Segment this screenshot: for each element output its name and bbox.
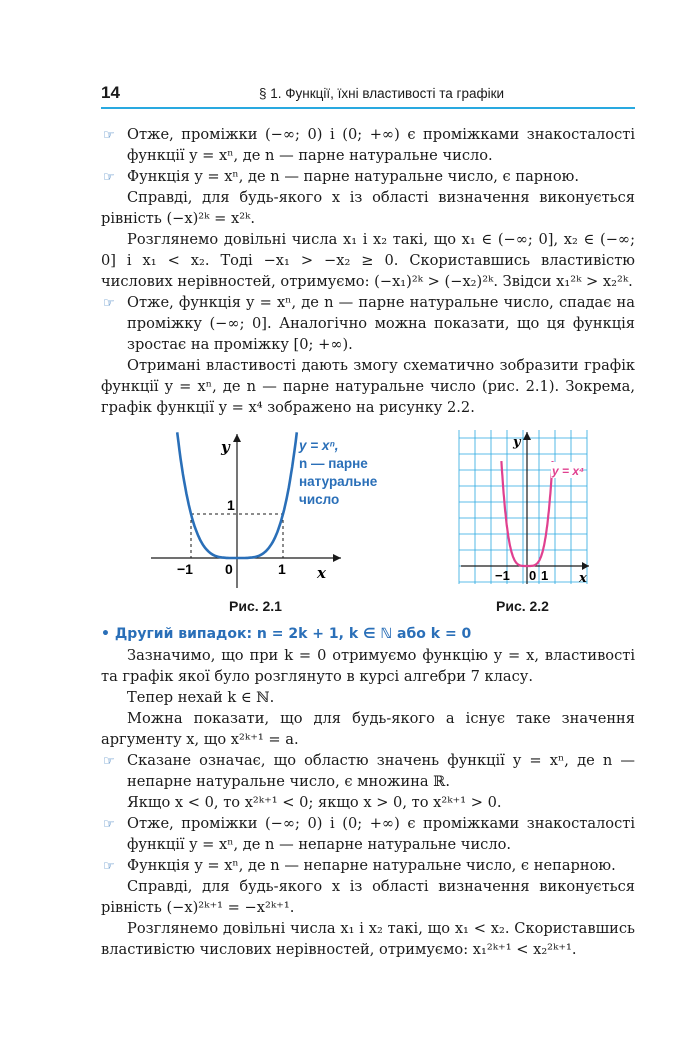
curve-legend bbox=[298, 438, 378, 507]
hand-pointer-icon: ☞ bbox=[103, 170, 115, 185]
tick-label: 1 bbox=[541, 568, 549, 583]
tick-label: 0 bbox=[529, 568, 537, 583]
paragraph: Отримані властивості дають змогу схематично зобразити графік функції y = xⁿ, де n — парне натуральне число (рис. 2.1). Зокрема, графік функції y = x⁴ зображено на рисунку 2.2. bbox=[101, 357, 635, 416]
paragraph: ☞ Отже, функція y = xⁿ, де n — парне натуральне число, спадає на проміжку (−∞; 0]. Аналогічно можна показати, що ця функція зростає на проміжку [0; +∞). bbox=[103, 294, 635, 353]
tick-label: 1 bbox=[278, 561, 286, 577]
hand-pointer-icon: ☞ bbox=[103, 859, 115, 874]
paragraph: Якщо x < 0, то x²ᵏ⁺¹ < 0; якщо x > 0, то x²ᵏ⁺¹ > 0. bbox=[127, 794, 502, 811]
legend-line: n — парне bbox=[299, 456, 368, 471]
figures bbox=[101, 428, 635, 618]
lower-text bbox=[101, 624, 635, 960]
y-axis-arrow bbox=[523, 432, 531, 440]
paragraph: ☞ Функція y = xⁿ, де n — непарне натуральне число, є непарною. bbox=[101, 855, 635, 876]
hand-pointer-icon: ☞ bbox=[103, 754, 115, 769]
y-axis-label: y bbox=[221, 438, 230, 456]
legend-line: натуральне bbox=[299, 474, 378, 489]
curve-legend: y = x⁴ bbox=[552, 464, 585, 478]
paragraph: Тепер нехай k ∈ ℕ. bbox=[127, 689, 275, 706]
paragraph: Розглянемо довільні числа x₁ і x₂ такі, що x₁ ∈ (−∞; 0], x₂ ∈ (−∞; 0] і x₁ < x₂. Тоді −x₁ > −x₂ ≥ 0. Скориставшись властивістю числових нерівностей, отримуємо: (−x₁)²ᵏ > (−x₂)²ᵏ. Звідси x₁²ᵏ > x₂²ᵏ. bbox=[101, 231, 635, 290]
paragraph: Справді, для будь-якого x із області визначення виконується рівність (−x)²ᵏ = x²ᵏ. bbox=[101, 189, 635, 227]
grid bbox=[459, 430, 587, 584]
paragraph: ☞ Сказане означає, що областю значень функції y = xⁿ, де n — непарне натуральне число, є множина ℝ. bbox=[103, 752, 635, 790]
figure-2-2 bbox=[453, 428, 593, 588]
paragraph: ☞ Отже, проміжки (−∞; 0) і (0; +∞) є проміжками знакосталості функції y = xⁿ, де n — непарне натуральне число. bbox=[103, 815, 635, 853]
paragraph: Розглянемо довільні числа x₁ і x₂ такі, що x₁ < x₂. Скориставшись властивістю числових нерівностей, отримуємо: x₁²ᵏ⁺¹ < x₂²ᵏ⁺¹. bbox=[101, 920, 635, 958]
tick-label: −1 bbox=[177, 561, 193, 577]
tick-label: −1 bbox=[495, 568, 510, 583]
figure-caption: Рис. 2.1 bbox=[229, 598, 282, 614]
x-axis-label: x bbox=[579, 571, 587, 586]
legend-line: y = xⁿ, bbox=[299, 438, 339, 453]
hand-pointer-icon: ☞ bbox=[103, 817, 115, 832]
paragraph: Справді, для будь-якого x із області визначення виконується рівність (−x)²ᵏ⁺¹ = −x²ᵏ⁺¹. bbox=[101, 878, 635, 916]
paragraph: ☞ Функція y = xⁿ, де n — парне натуральне число, є парною. bbox=[101, 166, 635, 187]
figure-caption: Рис. 2.2 bbox=[496, 598, 549, 614]
case-heading: • Другий випадок: n = 2k + 1, k ∈ ℕ або k = 0 bbox=[101, 626, 472, 642]
legend-line: число bbox=[299, 492, 340, 507]
paragraph: ☞ Отже, проміжки (−∞; 0) і (0; +∞) є проміжками знакосталості функції y = xⁿ, де n — парне натуральне число. bbox=[103, 126, 635, 164]
header-rule bbox=[101, 107, 635, 109]
x-axis-label: x bbox=[317, 564, 326, 582]
upper-text bbox=[101, 124, 635, 418]
tick-label: 1 bbox=[227, 497, 235, 513]
y-axis-label: y bbox=[513, 435, 521, 450]
y-axis-arrow bbox=[233, 434, 241, 442]
x-axis-arrow bbox=[333, 554, 341, 562]
section-title: § 1. Функції, їхні властивості та графіки bbox=[259, 86, 505, 101]
tick-label: 0 bbox=[225, 561, 233, 577]
page-number: 14 bbox=[101, 83, 120, 102]
figure-2-1 bbox=[141, 428, 401, 598]
paragraph: Можна показати, що для будь-якого a існує таке значення аргументу x, що x²ᵏ⁺¹ = a. bbox=[101, 710, 635, 748]
hand-pointer-icon: ☞ bbox=[103, 296, 115, 311]
x-axis-arrow bbox=[582, 562, 589, 570]
paragraph: Зазначимо, що при k = 0 отримуємо функцію y = x, властивості та графік якої було розглянуто в курсі алгебри 7 класу. bbox=[101, 647, 635, 685]
hand-pointer-icon: ☞ bbox=[103, 128, 115, 143]
